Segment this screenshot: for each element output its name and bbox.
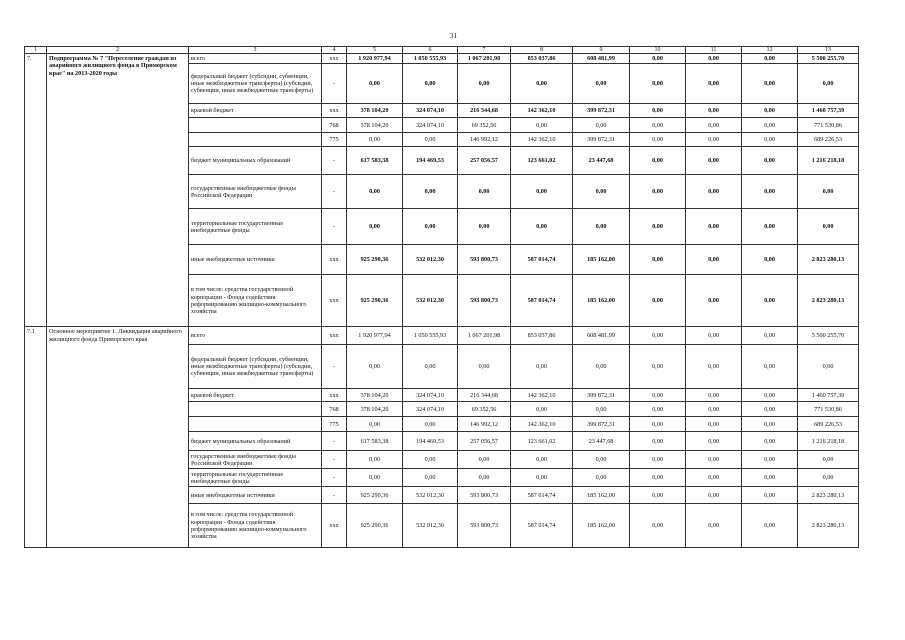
value-cell: 0,00 [742, 209, 798, 245]
budget-code: - [322, 487, 347, 504]
value-cell: 925 290,36 [347, 504, 403, 548]
value-cell: 0,00 [630, 327, 686, 345]
value-cell: 0,00 [686, 451, 742, 469]
budget-code: ххх [322, 327, 347, 345]
value-cell: 0,00 [630, 402, 686, 417]
value-cell: 185 162,00 [573, 487, 630, 504]
value-cell: 0,00 [686, 487, 742, 504]
value-cell: 0,00 [458, 451, 511, 469]
value-cell: 0,00 [742, 275, 798, 327]
value-cell: 532 012,30 [403, 275, 458, 327]
value-cell: 2 823 280,13 [798, 504, 859, 548]
value-cell: 0,00 [742, 345, 798, 389]
value-cell: 185 162,00 [573, 504, 630, 548]
value-cell: 378 104,20 [347, 402, 403, 417]
value-cell: 0,00 [798, 451, 859, 469]
header-cell: 6 [403, 47, 458, 54]
value-cell: 0,00 [798, 469, 859, 487]
value-cell: 0,00 [403, 64, 458, 104]
funding-source: территориальные государственные внебюджетные фонды [189, 209, 322, 245]
value-cell: 0,00 [347, 451, 403, 469]
funding-source: в том числе: средства государственной корпорации - Фонда содействия реформированию жилищно-коммунального хозяйства [189, 275, 322, 327]
funding-source: бюджет муниципальных образований [189, 147, 322, 175]
value-cell: 0,00 [686, 469, 742, 487]
value-cell: 0,00 [630, 147, 686, 175]
value-cell: 0,00 [458, 209, 511, 245]
value-cell: 0,00 [403, 133, 458, 147]
value-cell: 0,00 [742, 487, 798, 504]
value-cell: 0,00 [511, 118, 573, 133]
budget-code: - [322, 64, 347, 104]
value-cell: 0,00 [686, 327, 742, 345]
budget-code: - [322, 469, 347, 487]
value-cell: 146 992,12 [458, 417, 511, 432]
value-cell: 0,00 [630, 54, 686, 64]
header-cell: 5 [347, 47, 403, 54]
budget-code: ххх [322, 54, 347, 64]
value-cell: 0,00 [742, 175, 798, 209]
value-cell: 0,00 [686, 133, 742, 147]
value-cell: 324 074,10 [403, 402, 458, 417]
value-cell: 142 362,10 [511, 133, 573, 147]
value-cell: 0,00 [742, 327, 798, 345]
value-cell: 0,00 [630, 389, 686, 402]
value-cell: 0,00 [742, 389, 798, 402]
value-cell: 0,00 [511, 64, 573, 104]
value-cell: 0,00 [686, 64, 742, 104]
value-cell: 2 823 280,13 [798, 275, 859, 327]
header-cell: 12 [742, 47, 798, 54]
value-cell: 0,00 [630, 417, 686, 432]
header-cell: 10 [630, 47, 686, 54]
value-cell: 0,00 [686, 345, 742, 389]
value-cell: 0,00 [573, 345, 630, 389]
header-cell: 2 [47, 47, 189, 54]
item-name: Подпрограмма № 7 "Переселение граждан из аварийного жилищного фонда в Приморском крае" на 2013-2020 годы [47, 54, 189, 327]
value-cell: 0,00 [742, 451, 798, 469]
funding-source: иные внебюджетные источники [189, 487, 322, 504]
value-cell: 142 362,10 [511, 389, 573, 402]
budget-code: ххх [322, 389, 347, 402]
value-cell: 2 823 280,13 [798, 487, 859, 504]
value-cell: 142 362,10 [511, 104, 573, 118]
value-cell: 689 226,53 [798, 417, 859, 432]
budget-code: ххх [322, 245, 347, 275]
value-cell: 0,00 [403, 417, 458, 432]
value-cell: 5 500 255,70 [798, 327, 859, 345]
value-cell: 617 583,38 [347, 432, 403, 451]
value-cell: 0,00 [347, 175, 403, 209]
value-cell: 0,00 [686, 504, 742, 548]
item-number: 7.1 [25, 327, 47, 548]
value-cell: 0,00 [403, 469, 458, 487]
value-cell: 0,00 [573, 175, 630, 209]
value-cell: 0,00 [686, 245, 742, 275]
budget-code: ххх [322, 504, 347, 548]
page-number: 31 [450, 32, 457, 40]
value-cell: 257 056,57 [458, 432, 511, 451]
funding-source: иные внебюджетные источники [189, 245, 322, 275]
budget-table [24, 46, 859, 548]
budget-code: - [322, 345, 347, 389]
funding-source: территориальные государственные внебюджетные фонды [189, 469, 322, 487]
budget-code: 775 [322, 133, 347, 147]
value-cell: 324 074,10 [403, 118, 458, 133]
value-cell: 0,00 [686, 417, 742, 432]
value-cell: 0,00 [630, 451, 686, 469]
value-cell: 194 469,53 [403, 147, 458, 175]
funding-source: всего [189, 327, 322, 345]
value-cell: 0,00 [630, 118, 686, 133]
value-cell: 853 037,86 [511, 54, 573, 64]
value-cell: 0,00 [347, 64, 403, 104]
value-cell: 0,00 [686, 389, 742, 402]
value-cell: 1 920 977,94 [347, 327, 403, 345]
value-cell: 587 014,74 [511, 504, 573, 548]
header-cell: 4 [322, 47, 347, 54]
value-cell: 1 216 218,18 [798, 432, 859, 451]
value-cell: 0,00 [630, 432, 686, 451]
value-cell: 853 037,86 [511, 327, 573, 345]
value-cell: 0,00 [573, 469, 630, 487]
value-cell: 0,00 [347, 417, 403, 432]
funding-source: бюджет муниципальных образований [189, 432, 322, 451]
value-cell: 2 823 280,13 [798, 245, 859, 275]
value-cell: 1 067 201,98 [458, 54, 511, 64]
value-cell: 925 290,36 [347, 245, 403, 275]
funding-source: федеральный бюджет (субсидии, субвенции, иные межбюджетные трансферты) (субсидии, субвенции, иные межбюджетные трансферты) [189, 345, 322, 389]
value-cell: 1 460 757,39 [798, 104, 859, 118]
value-cell: 0,00 [742, 64, 798, 104]
value-cell: 0,00 [686, 275, 742, 327]
value-cell: 608 481,99 [573, 327, 630, 345]
value-cell: 0,00 [630, 209, 686, 245]
value-cell: 0,00 [630, 487, 686, 504]
budget-code: - [322, 451, 347, 469]
item-number: 7. [25, 54, 47, 327]
value-cell: 399 872,31 [573, 133, 630, 147]
value-cell: 0,00 [630, 64, 686, 104]
value-cell: 0,00 [742, 54, 798, 64]
value-cell: 0,00 [798, 345, 859, 389]
table-row [25, 327, 859, 345]
value-cell: 0,00 [511, 451, 573, 469]
value-cell: 257 056,57 [458, 147, 511, 175]
value-cell: 1 460 757,39 [798, 389, 859, 402]
value-cell: 0,00 [573, 118, 630, 133]
value-cell: 0,00 [458, 64, 511, 104]
value-cell: 771 530,86 [798, 402, 859, 417]
value-cell: 0,00 [347, 469, 403, 487]
funding-source: государственные внебюджетные фонды Российской Федерации [189, 451, 322, 469]
value-cell: 0,00 [686, 118, 742, 133]
value-cell: 1 050 555,93 [403, 54, 458, 64]
budget-code: ххх [322, 275, 347, 327]
value-cell: 185 162,00 [573, 245, 630, 275]
value-cell: 0,00 [686, 104, 742, 118]
value-cell: 146 992,12 [458, 133, 511, 147]
table-body [25, 47, 859, 548]
value-cell: 0,00 [347, 345, 403, 389]
funding-source: государственные внебюджетные фонды Российской Федерации [189, 175, 322, 209]
value-cell: 0,00 [511, 402, 573, 417]
value-cell: 0,00 [347, 209, 403, 245]
value-cell: 0,00 [630, 469, 686, 487]
value-cell: 0,00 [573, 402, 630, 417]
value-cell: 69 352,56 [458, 118, 511, 133]
funding-source: всего [189, 54, 322, 64]
value-cell: 1 920 977,94 [347, 54, 403, 64]
value-cell: 324 074,10 [403, 389, 458, 402]
value-cell: 608 481,99 [573, 54, 630, 64]
value-cell: 0,00 [573, 451, 630, 469]
value-cell: 378 104,20 [347, 389, 403, 402]
value-cell: 216 344,68 [458, 389, 511, 402]
value-cell: 0,00 [403, 451, 458, 469]
value-cell: 0,00 [686, 54, 742, 64]
value-cell: 925 290,36 [347, 275, 403, 327]
table-row [25, 54, 859, 64]
value-cell: 0,00 [742, 118, 798, 133]
value-cell: 0,00 [630, 175, 686, 209]
value-cell: 0,00 [630, 504, 686, 548]
value-cell: 378 104,20 [347, 118, 403, 133]
value-cell: 532 012,30 [403, 245, 458, 275]
value-cell: 399 872,31 [573, 389, 630, 402]
value-cell: 593 800,73 [458, 275, 511, 327]
funding-source: в том числе: средства государственной корпорации - Фонда содействия реформированию жилищно-коммунального хозяйства [189, 504, 322, 548]
value-cell: 0,00 [742, 417, 798, 432]
value-cell: 593 800,73 [458, 487, 511, 504]
value-cell: 0,00 [403, 345, 458, 389]
funding-source: федеральный бюджет (субсидии, субвенции, иные межбюджетные трансферты) (субсидии, субвенции, иные межбюджетные трансферты) [189, 64, 322, 104]
value-cell: 0,00 [742, 504, 798, 548]
value-cell: 925 290,36 [347, 487, 403, 504]
value-cell: 378 104,20 [347, 104, 403, 118]
value-cell: 194 469,53 [403, 432, 458, 451]
value-cell: 593 800,73 [458, 245, 511, 275]
header-cell: 13 [798, 47, 859, 54]
value-cell: 0,00 [742, 104, 798, 118]
header-cell: 1 [25, 47, 47, 54]
value-cell: 0,00 [630, 104, 686, 118]
value-cell: 617 583,38 [347, 147, 403, 175]
value-cell: 0,00 [630, 133, 686, 147]
funding-source: краевой бюджет [189, 104, 322, 118]
value-cell: 0,00 [630, 275, 686, 327]
value-cell: 593 800,73 [458, 504, 511, 548]
budget-code: 768 [322, 402, 347, 417]
value-cell: 123 661,02 [511, 432, 573, 451]
value-cell: 142 362,10 [511, 417, 573, 432]
funding-source [189, 402, 322, 417]
value-cell: 324 074,10 [403, 104, 458, 118]
funding-source [189, 133, 322, 147]
value-cell: 0,00 [742, 402, 798, 417]
value-cell: 0,00 [347, 133, 403, 147]
value-cell: 587 014,74 [511, 275, 573, 327]
value-cell: 0,00 [573, 64, 630, 104]
value-cell: 0,00 [511, 209, 573, 245]
value-cell: 0,00 [403, 209, 458, 245]
header-cell: 11 [686, 47, 742, 54]
value-cell: 0,00 [742, 133, 798, 147]
value-cell: 23 447,68 [573, 432, 630, 451]
budget-code: - [322, 147, 347, 175]
value-cell: 5 500 255,70 [798, 54, 859, 64]
funding-source: краевой бюджет [189, 389, 322, 402]
value-cell: 216 344,68 [458, 104, 511, 118]
value-cell: 399 872,31 [573, 417, 630, 432]
value-cell: 185 162,00 [573, 275, 630, 327]
value-cell: 1 067 201,98 [458, 327, 511, 345]
value-cell: 0,00 [573, 209, 630, 245]
header-cell: 3 [189, 47, 322, 54]
budget-code: ххх [322, 104, 347, 118]
value-cell: 587 014,74 [511, 487, 573, 504]
value-cell: 1 050 555,93 [403, 327, 458, 345]
value-cell: 23 447,68 [573, 147, 630, 175]
value-cell: 0,00 [742, 245, 798, 275]
value-cell: 689 226,53 [798, 133, 859, 147]
value-cell: 0,00 [742, 147, 798, 175]
value-cell: 123 661,02 [511, 147, 573, 175]
value-cell: 0,00 [686, 209, 742, 245]
value-cell: 0,00 [511, 345, 573, 389]
budget-code: - [322, 175, 347, 209]
value-cell: 1 216 218,18 [798, 147, 859, 175]
value-cell: 532 012,30 [403, 504, 458, 548]
budget-code: 768 [322, 118, 347, 133]
value-cell: 0,00 [511, 175, 573, 209]
header-cell: 8 [511, 47, 573, 54]
value-cell: 399 872,31 [573, 104, 630, 118]
value-cell: 0,00 [686, 175, 742, 209]
value-cell: 0,00 [458, 345, 511, 389]
value-cell: 0,00 [403, 175, 458, 209]
budget-code: - [322, 432, 347, 451]
value-cell: 771 530,86 [798, 118, 859, 133]
value-cell: 0,00 [686, 432, 742, 451]
value-cell: 0,00 [630, 245, 686, 275]
value-cell: 587 014,74 [511, 245, 573, 275]
item-name: Основное мероприятие 1. Ликвидация аварийного жилищного фонда Приморского края [47, 327, 189, 548]
header-cell: 7 [458, 47, 511, 54]
header-cell: 9 [573, 47, 630, 54]
value-cell: 0,00 [798, 209, 859, 245]
value-cell: 0,00 [458, 469, 511, 487]
value-cell: 0,00 [630, 345, 686, 389]
value-cell: 0,00 [511, 469, 573, 487]
budget-code: - [322, 209, 347, 245]
budget-code: 775 [322, 417, 347, 432]
value-cell: 69 352,56 [458, 402, 511, 417]
value-cell: 0,00 [458, 175, 511, 209]
funding-source [189, 118, 322, 133]
value-cell: 0,00 [742, 432, 798, 451]
funding-source [189, 417, 322, 432]
value-cell: 0,00 [798, 64, 859, 104]
value-cell: 0,00 [686, 402, 742, 417]
value-cell: 0,00 [798, 175, 859, 209]
value-cell: 0,00 [686, 147, 742, 175]
header-row [25, 47, 859, 54]
value-cell: 532 012,30 [403, 487, 458, 504]
value-cell: 0,00 [742, 469, 798, 487]
